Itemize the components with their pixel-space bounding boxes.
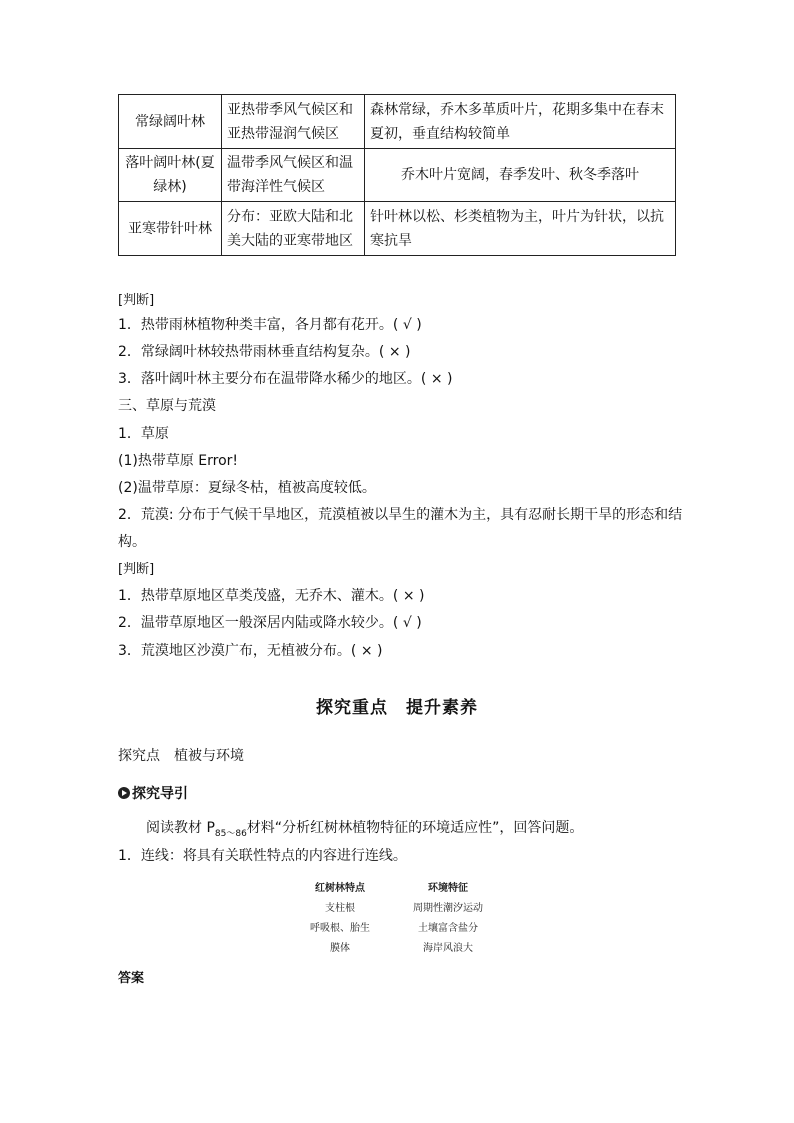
name-line: 绿林)	[153, 179, 187, 195]
judge-item: 2．常绿阔叶林较热带雨林垂直结构复杂。( × )	[118, 344, 411, 360]
vegetation-table	[118, 94, 676, 256]
reading-pre: 阅读教材 P	[146, 820, 215, 836]
climate-cell	[222, 149, 365, 202]
feature-line: 寒抗旱	[370, 232, 412, 249]
feature-cell	[365, 95, 676, 149]
vegetation-name	[119, 149, 222, 202]
inquiry-point: 探究点 植被与环境	[118, 748, 244, 764]
climate-cell	[222, 95, 365, 149]
climate-line: 分布：亚欧大陆和北	[227, 208, 353, 225]
left-column-header: 红树林特点	[315, 883, 365, 894]
climate-line: 亚热带季风气候区和	[227, 101, 353, 118]
environment-feature: 海岸风浪大	[423, 943, 473, 954]
task-instruction: 1．连线：将具有关联性特点的内容进行连线。	[118, 848, 407, 864]
reading-post: 材料“分析红树林植物特征的环境适应性”，回答问题。	[246, 820, 584, 836]
judge-heading: [判断]	[118, 293, 155, 308]
judge-item: 3．落叶阔叶林主要分布在温带降水稀少的地区。( × )	[118, 371, 453, 387]
reading-instruction	[146, 817, 583, 839]
table-row	[119, 202, 676, 256]
judge-item: 3．荒漠地区沙漠广布，无植被分布。( × )	[118, 643, 383, 659]
inquiry-guide	[118, 783, 188, 803]
mangrove-feature: 膜体	[330, 943, 350, 954]
section-heading: 三、草原与荒漠	[118, 398, 216, 414]
vegetation-name: 亚寒带针叶林	[119, 202, 222, 256]
environment-feature: 土壤富含盐分	[418, 923, 478, 934]
table-row	[119, 149, 676, 202]
climate-line: 带海洋性气候区	[227, 179, 325, 195]
grass-item: (2)温带草原：夏绿冬枯，植被高度较低。	[118, 480, 376, 496]
climate-line: 亚热带湿润气候区	[227, 125, 339, 142]
judge-item: 1．热带雨林植物种类丰富，各月都有花开。( √ )	[118, 317, 422, 333]
feature-cell: 乔木叶片宽阔，春季发叶、秋冬季落叶	[365, 149, 676, 202]
environment-feature: 周期性潮汐运动	[413, 903, 483, 914]
climate-cell	[222, 202, 365, 256]
climate-line: 温带季风气候区和温	[227, 155, 353, 171]
judge-item: 2．温带草原地区一般深居内陆或降水较少。( √ )	[118, 615, 422, 631]
feature-line: 夏初，垂直结构较简单	[370, 125, 510, 142]
name-line: 落叶阔叶林(夏	[125, 155, 215, 171]
answer-label: 答案	[118, 971, 145, 986]
vegetation-name: 常绿阔叶林	[119, 95, 222, 149]
reading-page-range: 85～86	[214, 828, 247, 839]
climate-line: 美大陆的亚寒带地区	[227, 232, 353, 249]
desert-text: 构。	[118, 534, 146, 550]
grass-item: (1)热带草原 Error!	[118, 453, 239, 469]
table-row	[119, 95, 676, 149]
feature-line: 森林常绿，乔木多革质叶片，花期多集中在春末	[370, 101, 664, 118]
feature-cell	[365, 202, 676, 256]
judge-heading: [判断]	[118, 562, 155, 577]
feature-line: 针叶林以松、杉类植物为主，叶片为针状，以抗	[370, 208, 664, 225]
judge-item: 1．热带草原地区草类茂盛，无乔木、灌木。( × )	[118, 588, 425, 604]
desert-text: 2．荒漠: 分布于气候干旱地区，荒漠植被以旱生的灌木为主，具有忍耐长期干旱的形态和结	[118, 507, 683, 523]
inquiry-guide-label: 探究导引	[132, 786, 188, 802]
subsection-heading: 1．草原	[118, 426, 169, 442]
mangrove-feature: 呼吸根、胎生	[310, 923, 370, 934]
mangrove-feature: 支柱根	[325, 903, 355, 914]
section-title: 探究重点 提升素养	[316, 698, 478, 718]
right-column-header: 环境特征	[428, 883, 468, 894]
play-circle-icon	[118, 787, 130, 799]
